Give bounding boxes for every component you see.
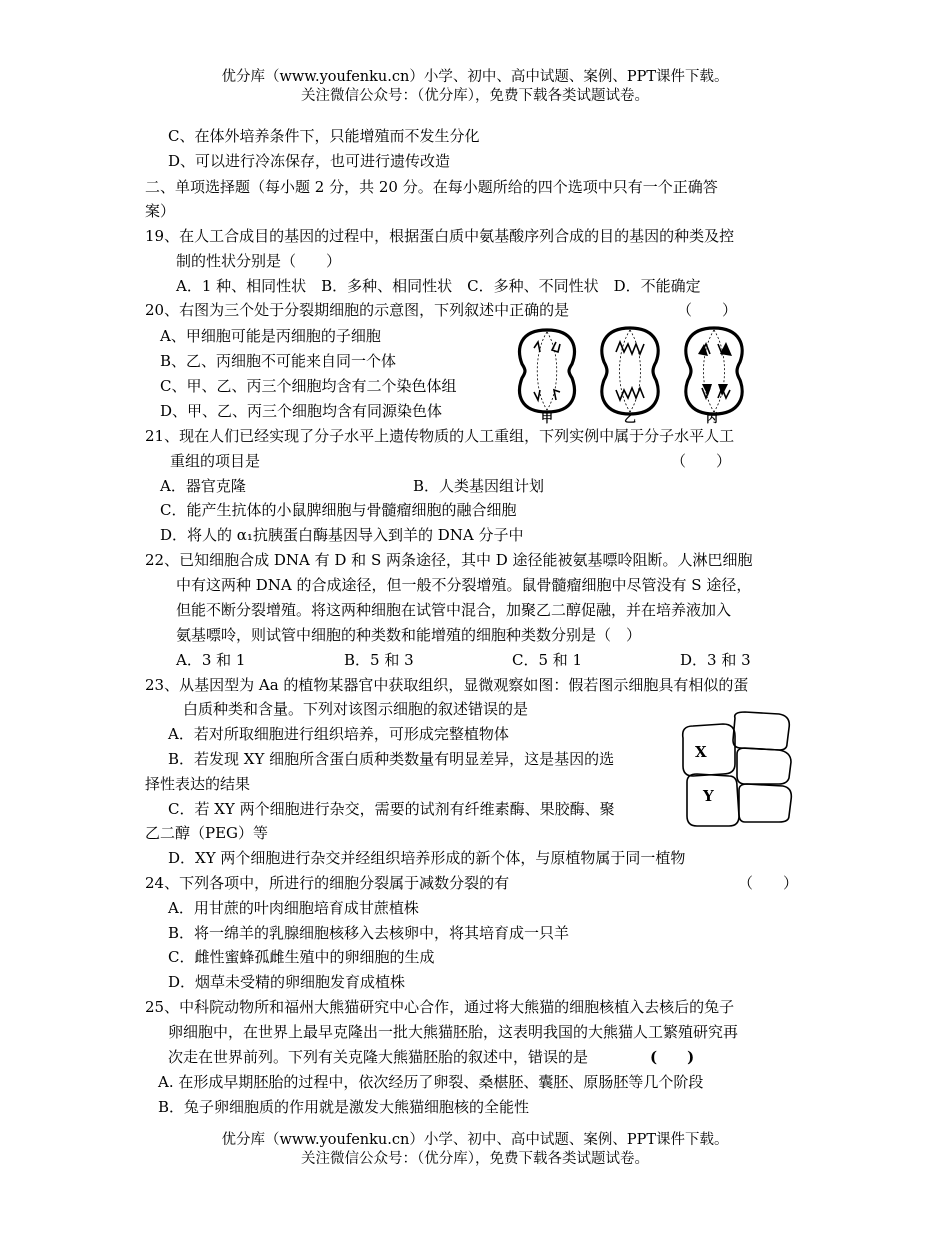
q23-option-c: C．若 XY 两个细胞进行杂交，需要的试剂有纤维素酶、果胶酶、聚	[168, 800, 615, 818]
q25-option-b: B．兔子卵细胞质的作用就是激发大熊猫细胞核的全能性	[158, 1098, 530, 1116]
q23-option-b: B．若发现 XY 细胞所含蛋白质种类数量有明显差异，这是基因的选	[168, 750, 615, 768]
q23-stem-cont: 白质种类和含量。下列对该图示细胞的叙述错误的是	[183, 700, 529, 718]
q21-answer-paren: （ ）	[671, 452, 732, 470]
q23-option-b-cont: 择性表达的结果	[145, 775, 251, 793]
q21-option-c: C．能产生抗体的小鼠脾细胞与骨髓瘤细胞的融合细胞	[160, 501, 517, 519]
q20-option-d: D、甲、乙、丙三个细胞均含有同源染色体	[160, 402, 443, 420]
q24-option-b: B．将一绵羊的乳腺细胞核移入去核卵中，将其培育成一只羊	[168, 924, 570, 942]
q18-option-d: D、可以进行冷冻保存，也可进行遗传改造	[168, 152, 451, 170]
cell-jia-outline	[520, 330, 575, 412]
fig-label-jia: 甲	[541, 411, 554, 425]
q21-option-a: A．器官克隆	[160, 477, 246, 495]
cell-bing-outline	[686, 328, 742, 414]
q22-stem-cont-1: 中有这两种 DNA 的合成途径，但一般不分裂增殖。鼠骨髓瘤细胞中尽管没有 S 途径，	[176, 576, 752, 594]
q25-option-a: A. 在形成早期胚胎的过程中，依次经历了卵裂、桑椹胚、囊胚、原肠胚等几个阶段	[158, 1073, 704, 1091]
q22-option-b: B．5 和 3	[344, 651, 414, 669]
q20-answer-paren: （ ）	[677, 301, 738, 319]
footer-line-2: 关注微信公众号：（优分库），免费下载各类试题试卷。	[301, 1151, 649, 1167]
q25-stem-cont-2: 次走在世界前列。下列有关克隆大熊猫胚胎的叙述中，错误的是	[168, 1048, 589, 1066]
section2-title: 二、单项选择题（每小题 2 分，共 20 分。在每小题所给的四个选项中只有一个正确答	[145, 178, 718, 196]
q22-option-a: A．3 和 1	[176, 651, 246, 669]
fig-label-bing: 丙	[706, 411, 719, 425]
q18-option-c: C、在体外培养条件下，只能增殖而不发生分化	[168, 127, 480, 145]
q19-stem: 19、在人工合成目的基因的过程中，根据蛋白质中氨基酸序列合成的目的基因的种类及控	[145, 227, 735, 245]
q24-stem: 24、下列各项中，所进行的细胞分裂属于减数分裂的有	[145, 874, 510, 892]
cell-label-x: X	[695, 743, 707, 761]
q20-option-b: B、乙、丙细胞不可能来自同一个体	[160, 352, 397, 370]
q20-option-c: C、甲、乙、丙三个细胞均含有二个染色体组	[160, 377, 457, 395]
q22-stem-cont-3: 氨基嘌呤，则试管中细胞的种类数和能增殖的细胞种类数分别是（ ）	[176, 626, 642, 644]
q22-stem: 22、已知细胞合成 DNA 有 D 和 S 两条途径，其中 D 途径能被氨基嘌呤阻断。人淋巴细胞	[145, 551, 753, 569]
q23-option-c-cont: 乙二醇（PEG）等	[145, 824, 269, 842]
fig-label-yi: 乙	[624, 411, 637, 425]
cell-x	[683, 724, 735, 776]
q25-stem-cont-1: 卵细胞中，在世界上最早克隆出一批大熊猫胚胎，这表明我国的大熊猫人工繁殖研究再	[168, 1023, 739, 1041]
q20-option-a: A、甲细胞可能是丙细胞的子细胞	[160, 327, 381, 345]
q21-option-b: B．人类基因组计划	[413, 477, 545, 495]
section2-title-cont: 案）	[145, 202, 176, 220]
q25-answer-paren: ( )	[650, 1048, 695, 1066]
q21-stem: 21、现在人们已经实现了分子水平上遗传物质的人工重组，下列实例中属于分子水平人工	[145, 427, 735, 445]
plant-tissue-figure	[675, 710, 805, 830]
q22-stem-cont-2: 但能不断分裂增殖。将这两种细胞在试管中混合，加聚乙二醇促融，并在培养液加入	[176, 601, 732, 619]
q24-option-a: A．用甘蔗的叶肉细胞培育成甘蔗植株	[168, 899, 419, 917]
q19-options: A．1 种、相同性状 B．多种、相同性状 C．多种、不同性状 D．不能确定	[176, 277, 701, 295]
q25-stem: 25、中科院动物所和福州大熊猫研究中心合作，通过将大熊猫的细胞核植入去核后的兔子	[145, 998, 735, 1016]
header-line-1: 优分库（www.youfenku.cn）小学、初中、高中试题、案例、PPT课件下载。	[221, 69, 729, 85]
q23-option-d: D．XY 两个细胞进行杂交并经组织培养形成的新个体，与原植物属于同一植物	[168, 849, 686, 867]
cell-yi-outline	[602, 328, 658, 414]
q19-stem-cont: 制的性状分别是（ ）	[176, 252, 342, 270]
q23-option-a: A．若对所取细胞进行组织培养，可形成完整植物体	[168, 725, 509, 743]
q21-stem-cont: 重组的项目是	[170, 452, 261, 470]
q21-option-d: D．将人的 α₁抗胰蛋白酶基因导入到羊的 DNA 分子中	[160, 526, 524, 544]
q24-option-c: C．雌性蜜蜂孤雌生殖中的卵细胞的生成	[168, 948, 435, 966]
q24-option-d: D．烟草未受精的卵细胞发育成植株	[168, 973, 406, 991]
q24-answer-paren: （ ）	[738, 874, 799, 892]
cell-label-y: Y	[703, 787, 714, 805]
header-line-2: 关注微信公众号：（优分库），免费下载各类试题试卷。	[301, 88, 649, 104]
q22-option-c: C．5 和 1	[512, 651, 583, 669]
q22-option-d: D．3 和 3	[680, 651, 751, 669]
q20-stem: 20、右图为三个处于分裂期细胞的示意图，下列叙述中正确的是	[145, 301, 570, 319]
q23-stem: 23、从基因型为 Aa 的植物某器官中获取组织，显微观察如图：假若图示细胞具有相似的蛋	[145, 676, 749, 694]
footer-line-1: 优分库（www.youfenku.cn）小学、初中、高中试题、案例、PPT课件下载。	[221, 1132, 729, 1148]
